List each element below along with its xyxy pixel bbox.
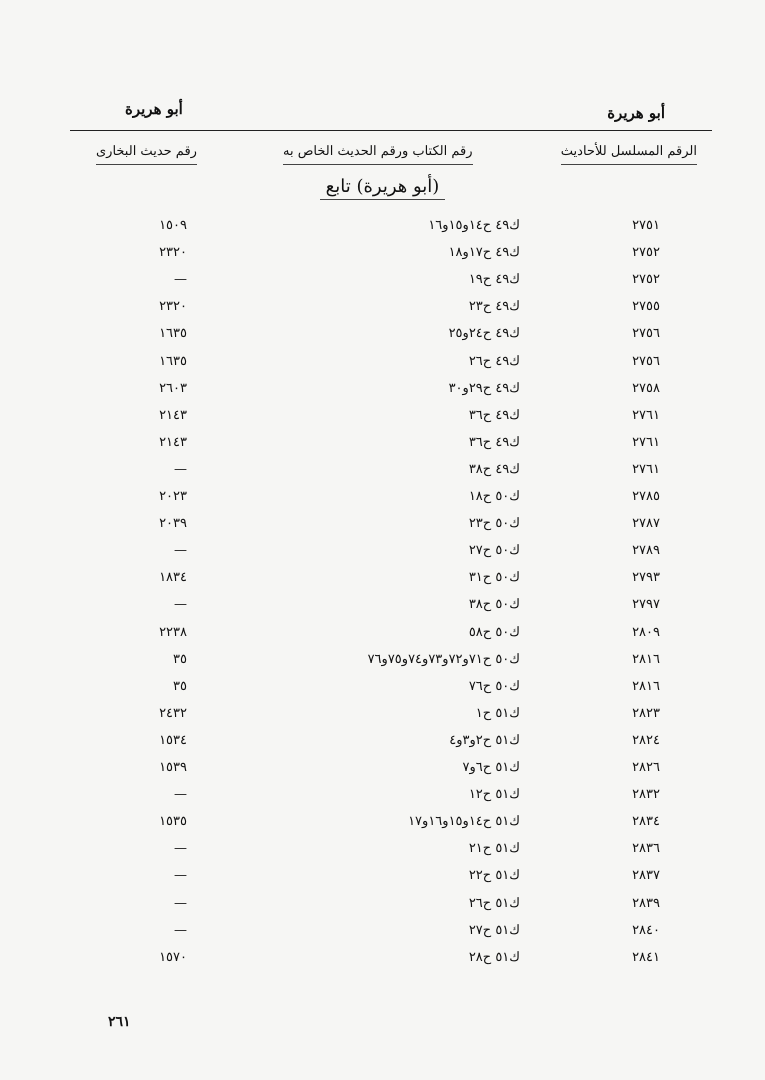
bukhari-cell: ٢٣٢٠ bbox=[159, 245, 187, 261]
bukhari-cell: ١٥٣٩ bbox=[159, 760, 187, 775]
serial-cell: ٢٧٨٥ bbox=[632, 489, 660, 504]
book-ref-cell: ك٥٠ ح١٨ bbox=[468, 489, 520, 504]
serial-cell: ٢٧٩٣ bbox=[632, 570, 660, 586]
section-title-text: (أبو هريرة) تابع bbox=[320, 176, 446, 200]
book-ref-cell: ك٥١ ح١٤و١٥و١٦و١٧ bbox=[408, 814, 520, 830]
serial-cell: ٢٧٨٧ bbox=[632, 516, 660, 532]
book-ref-cell: ك٤٩ ح٣٦ bbox=[468, 434, 520, 450]
book-ref-cell: ك٥١ ح٦و٧ bbox=[462, 760, 520, 775]
page-number: ٢٦١ bbox=[108, 1014, 131, 1030]
bukhari-cell: — bbox=[174, 461, 187, 477]
table-row bbox=[0, 760, 765, 786]
serial-cell: ٢٧٥٦ bbox=[632, 353, 660, 369]
running-head-left: أبو هريرة bbox=[125, 100, 183, 118]
table-row bbox=[0, 570, 765, 596]
table-row bbox=[0, 652, 765, 678]
serial-cell: ٢٨٤٠ bbox=[632, 922, 660, 938]
table-row bbox=[0, 679, 765, 705]
table-row bbox=[0, 814, 765, 840]
book-ref-cell: ك٥٠ ح٢٧ bbox=[468, 543, 520, 559]
bukhari-cell: — bbox=[174, 787, 187, 803]
bukhari-cell: — bbox=[174, 895, 187, 911]
header-rule bbox=[70, 130, 712, 131]
table-row bbox=[0, 923, 765, 949]
running-head-right: أبو هريرة bbox=[607, 104, 665, 122]
bukhari-cell: ٢٠٣٩ bbox=[159, 516, 187, 532]
book-ref-cell: ك٥٠ ح٥٨ bbox=[468, 624, 520, 640]
table-row bbox=[0, 868, 765, 894]
table-row bbox=[0, 462, 765, 488]
bukhari-cell: ١٥٣٥ bbox=[159, 814, 187, 830]
column-header-serial bbox=[561, 144, 697, 159]
bukhari-cell: ١٥٣٤ bbox=[159, 732, 187, 748]
serial-cell: ٢٧٩٧ bbox=[632, 597, 660, 613]
book-ref-cell: ك٥٠ ح٧١و٧٢و٧٣و٧٤و٧٥و٧٦ bbox=[367, 651, 520, 667]
bukhari-cell: ١٦٣٥ bbox=[159, 326, 187, 342]
column-header-bukhari-label: رقم حديث البخارى bbox=[96, 144, 197, 159]
column-header-serial-label: الرقم المسلسل للأحاديث bbox=[560, 144, 697, 159]
column-header-underline bbox=[96, 164, 197, 165]
book-ref-cell: ك٤٩ ح٢٣ bbox=[468, 299, 520, 315]
book-ref-cell: ك٥٠ ح٢٣ bbox=[468, 516, 520, 532]
book-ref-cell: ك٤٩ ح٣٦ bbox=[468, 407, 520, 423]
book-ref-cell: ك٥١ ح٢١ bbox=[468, 841, 520, 857]
serial-cell: ٢٨٣٢ bbox=[632, 787, 660, 803]
section-title bbox=[0, 176, 765, 200]
column-header-bukhari bbox=[96, 144, 197, 159]
column-header-book bbox=[283, 144, 473, 159]
bukhari-cell: ٣٥ bbox=[173, 651, 187, 667]
serial-cell: ٢٧٥٦ bbox=[632, 326, 660, 342]
book-ref-cell: ك٤٩ ح٢٤و٢٥ bbox=[448, 326, 520, 342]
book-ref-cell: ك٤٩ ح١٤و١٥و١٦ bbox=[428, 218, 520, 233]
table-row bbox=[0, 543, 765, 569]
serial-cell: ٢٨١٦ bbox=[632, 678, 660, 694]
serial-cell: ٢٧٥٥ bbox=[632, 299, 660, 315]
table-row bbox=[0, 950, 765, 976]
bukhari-cell: ١٦٣٥ bbox=[159, 353, 187, 369]
book-ref-cell: ك٤٩ ح٣٨ bbox=[468, 461, 520, 477]
bukhari-cell: ٢٢٣٨ bbox=[159, 624, 187, 640]
bukhari-cell: ٣٥ bbox=[173, 678, 187, 694]
table-row bbox=[0, 299, 765, 325]
bukhari-cell: ١٥٧٠ bbox=[159, 949, 187, 965]
book-ref-cell: ك٥١ ح٢٨ bbox=[468, 949, 520, 965]
book-ref-cell: ك٥١ ح٢٦ bbox=[468, 895, 520, 911]
book-ref-cell: ك٤٩ ح١٧و١٨ bbox=[448, 245, 520, 261]
bukhari-cell: — bbox=[174, 597, 187, 613]
bukhari-cell: ٢٦٠٣ bbox=[159, 380, 187, 396]
bukhari-cell: — bbox=[174, 272, 187, 288]
bukhari-cell: — bbox=[174, 841, 187, 857]
table-row bbox=[0, 489, 765, 515]
table-row bbox=[0, 408, 765, 434]
serial-cell: ٢٨٣٧ bbox=[632, 868, 660, 884]
serial-cell: ٢٨١٦ bbox=[632, 651, 660, 667]
serial-cell: ٢٧٦١ bbox=[632, 434, 660, 450]
book-ref-cell: ك٤٩ ح٢٩و٣٠ bbox=[448, 380, 520, 396]
table-row bbox=[0, 733, 765, 759]
column-header-underline bbox=[561, 164, 697, 165]
table-row bbox=[0, 597, 765, 623]
table-row bbox=[0, 218, 765, 244]
book-ref-cell: ك٥٠ ح٣١ bbox=[468, 570, 520, 586]
serial-cell: ٢٧٥٢ bbox=[632, 272, 660, 288]
table-row bbox=[0, 896, 765, 922]
table-row bbox=[0, 516, 765, 542]
bukhari-cell: ٢٤٣٢ bbox=[159, 705, 187, 721]
serial-cell: ٢٨٢٤ bbox=[632, 732, 660, 748]
book-ref-cell: ك٤٩ ح١٩ bbox=[468, 272, 520, 288]
bukhari-cell: ٢١٤٣ bbox=[159, 407, 187, 423]
serial-cell: ٢٨٢٣ bbox=[632, 705, 660, 721]
serial-cell: ٢٧٦١ bbox=[632, 407, 660, 423]
table-row bbox=[0, 326, 765, 352]
table-row bbox=[0, 841, 765, 867]
serial-cell: ٢٨٠٩ bbox=[632, 624, 660, 640]
column-header-book-label: رقم الكتاب ورقم الحديث الخاص به bbox=[283, 144, 473, 159]
table-row bbox=[0, 625, 765, 651]
book-ref-cell: ك٥٠ ح٣٨ bbox=[468, 597, 520, 613]
book-ref-cell: ك٥١ ح٢٧ bbox=[468, 922, 520, 938]
serial-cell: ٢٨٢٦ bbox=[632, 760, 660, 775]
book-ref-cell: ك٥١ ح٢٢ bbox=[468, 868, 520, 884]
bukhari-cell: ٢٠٢٣ bbox=[159, 489, 187, 504]
table-row bbox=[0, 245, 765, 271]
column-header-underline bbox=[283, 164, 473, 165]
serial-cell: ٢٧٥٢ bbox=[632, 245, 660, 261]
book-ref-cell: ك٤٩ ح٢٦ bbox=[468, 353, 520, 369]
bukhari-cell: ١٨٣٤ bbox=[159, 570, 187, 586]
table-row bbox=[0, 272, 765, 298]
serial-cell: ٢٨٤١ bbox=[632, 949, 660, 965]
book-ref-cell: ك٥١ ح٢و٣و٤ bbox=[449, 732, 520, 748]
serial-cell: ٢٧٨٩ bbox=[632, 543, 660, 559]
bukhari-cell: — bbox=[174, 543, 187, 559]
table-row bbox=[0, 706, 765, 732]
serial-cell: ٢٧٥٨ bbox=[632, 380, 660, 396]
bukhari-cell: ١٥٠٩ bbox=[159, 218, 187, 233]
serial-cell: ٢٨٣٤ bbox=[632, 814, 660, 830]
bukhari-cell: — bbox=[174, 868, 187, 884]
serial-cell: ٢٨٣٦ bbox=[632, 841, 660, 857]
bukhari-cell: ٢١٤٣ bbox=[159, 434, 187, 450]
book-ref-cell: ك٥٠ ح٧٦ bbox=[468, 678, 520, 694]
bukhari-cell: — bbox=[174, 922, 187, 938]
table-row bbox=[0, 354, 765, 380]
book-ref-cell: ك٥١ ح١ bbox=[475, 705, 520, 721]
table-row bbox=[0, 381, 765, 407]
bukhari-cell: ٢٣٢٠ bbox=[159, 299, 187, 315]
table-row bbox=[0, 435, 765, 461]
serial-cell: ٢٧٥١ bbox=[632, 218, 660, 233]
serial-cell: ٢٧٦١ bbox=[632, 461, 660, 477]
book-ref-cell: ك٥١ ح١٢ bbox=[468, 787, 520, 803]
serial-cell: ٢٨٣٩ bbox=[632, 895, 660, 911]
table-row bbox=[0, 787, 765, 813]
